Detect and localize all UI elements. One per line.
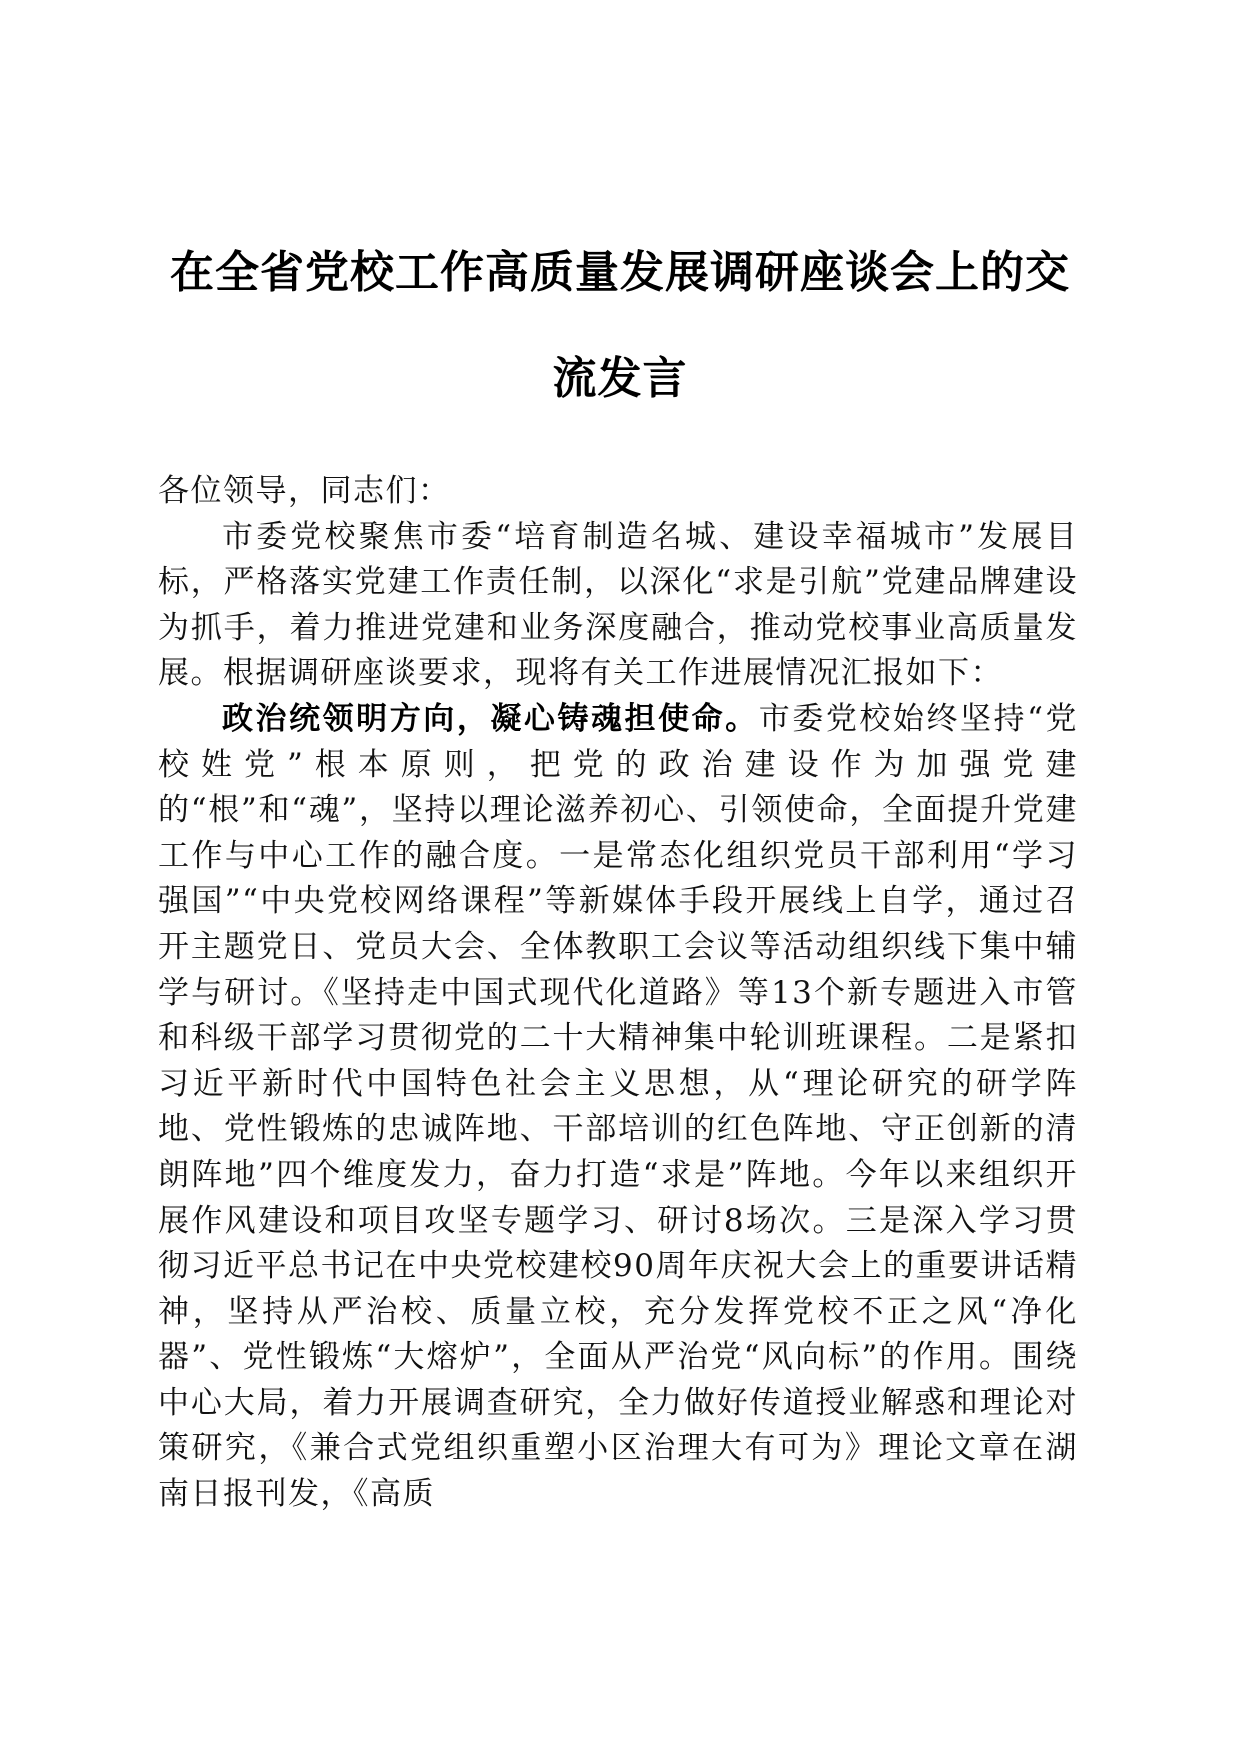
document-body	[158, 469, 1078, 1518]
section-1-lead: 政治统领明方向，凝心铸魂担使命。	[222, 700, 759, 737]
section-1-paragraph	[158, 697, 1078, 1518]
title-line-2: 流发言	[552, 353, 688, 404]
salutation: 各位领导，同志们：	[158, 473, 451, 509]
section-1-text: 市委党校始终坚持“党校姓党”根本原则，把党的政治建设作为加强党建的“根”和“魂”，坚持以理论滋养初心、引领使命，全面提升党建工作与中心工作的融合度。一是常态化组织党员干部利用“学习强国”“中央党校网络课程”等新媒体手段开展线上自学，通过召开主题党日、党员大会、全体教职工会议等活动组织线下集中辅学与研讨。《坚持走中国式现代化道路》等13个新专题进入市管和科级干部学习贯彻党的二十大精神集中轮训班课程。二是紧扣习近平新时代中国特色社会主义思想，从“理论研究的研学阵地、党性锻炼的忠诚阵地、干部培训的红色阵地、守正创新的清朗阵地”四个维度发力，奋力打造“求是”阵地。今年以来组织开展作风建设和项目攻坚专题学习、研讨8场次。三是深入学习贯彻习近平总书记在中央党校建校90周年庆祝大会上的重要讲话精神，坚持从严治校、质量立校，充分发挥党校不正之风“净化器”、党性锻炼“大熔炉”，全面从严治党“风向标”的作用。围绕中心大局，着力开展调查研究，全力做好传道授业解惑和理论对策研究，《兼合式党组织重塑小区治理大有可为》理论文章在湖南日报刊发，《高质	[158, 700, 1078, 1513]
title-line-1: 在全省党校工作高质量发展调研座谈会上的交	[170, 247, 1070, 298]
document-title	[150, 220, 1090, 432]
intro-paragraph: 市委党校聚焦市委“培育制造名城、建设幸福城市”发展目标，严格落实党建工作责任制，以深化“求是引航”党建品牌建设为抓手，着力推进党建和业务深度融合，推动党校事业高质量发展。根据调研座谈要求，现将有关工作进展情况汇报如下：	[158, 518, 1078, 692]
